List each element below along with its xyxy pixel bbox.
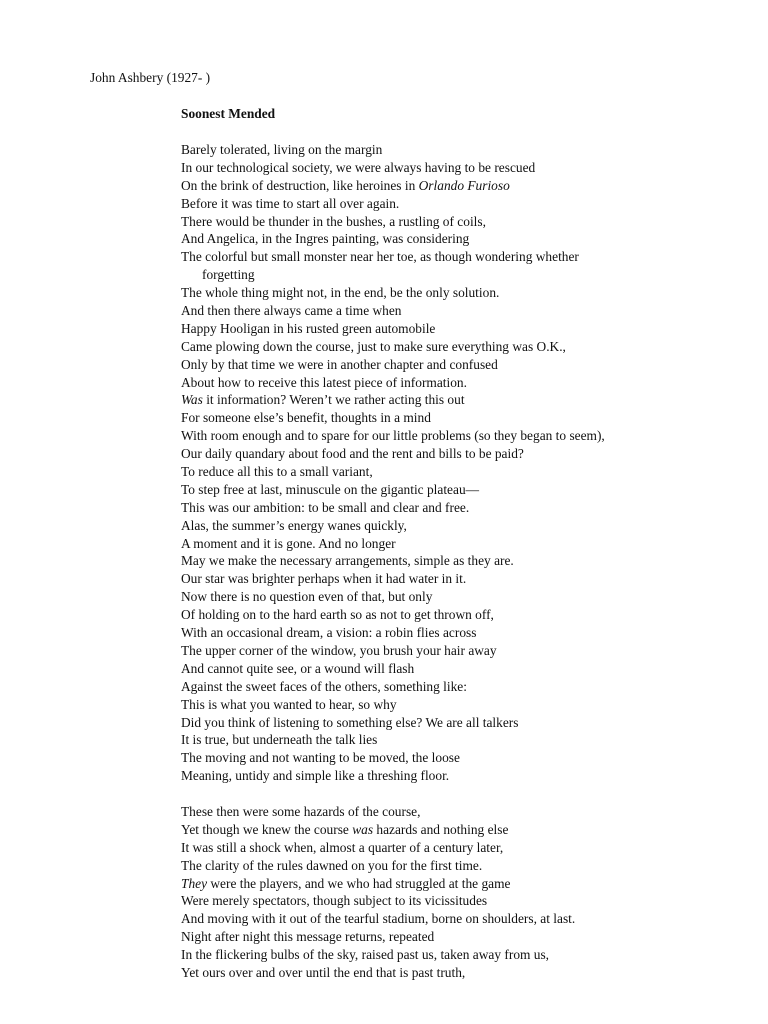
poem-line: The colorful but small monster near her toe, as though wondering whether bbox=[181, 249, 579, 265]
poem-line: And then there always came a time when bbox=[181, 303, 402, 319]
poem-line: In the flickering bulbs of the sky, raised past us, taken away from us, bbox=[181, 947, 550, 963]
poem-line bbox=[181, 875, 575, 893]
poem-line-continuation: forgetting bbox=[202, 267, 255, 283]
poem-line: The whole thing might not, in the end, be the only solution. bbox=[181, 285, 500, 301]
poem-line: To step free at last, minuscule on the gigantic plateau— bbox=[181, 481, 480, 497]
poem-line: These then were some hazards of the course, bbox=[181, 804, 421, 819]
poem-line: And moving with it out of the tearful stadium, borne on shoulders, at last. bbox=[181, 911, 576, 927]
poem-line: Night after night this message returns, repeated bbox=[181, 929, 435, 945]
italic-text: Orlando Furioso bbox=[418, 177, 510, 193]
poem-line: A moment and it is gone. And no longer bbox=[181, 535, 396, 551]
poem-line: It is true, but underneath the talk lies bbox=[181, 732, 378, 748]
poem-line-text: it information? Weren’t we rather acting this out bbox=[202, 392, 465, 408]
poem-line: With an occasional dream, a vision: a robin flies across bbox=[181, 625, 477, 641]
poem-line: This is what you wanted to hear, so why bbox=[181, 696, 397, 712]
poem-line: Barely tolerated, living on the margin bbox=[181, 142, 383, 157]
poem-line: Alas, the summer’s energy wanes quickly, bbox=[181, 517, 407, 533]
poem-line: Happy Hooligan in his rusted green automobile bbox=[181, 320, 436, 336]
poem-line: The upper corner of the window, you brush your hair away bbox=[181, 642, 497, 658]
poem-line bbox=[181, 391, 605, 409]
poem-line: Our daily quandary about food and the rent and bills to be paid? bbox=[181, 446, 524, 462]
poem-line: With room enough and to spare for our little problems (so they began to seem), bbox=[181, 428, 605, 444]
poem-line: Came plowing down the course, just to make sure everything was O.K., bbox=[181, 338, 566, 354]
italic-text: Was bbox=[181, 392, 203, 408]
poem-line: Meaning, untidy and simple like a threshing floor. bbox=[181, 768, 450, 784]
poem-line: And Angelica, in the Ingres painting, was considering bbox=[181, 231, 470, 247]
poem-line: About how to receive this latest piece of information. bbox=[181, 374, 467, 390]
poem-line-text: On the brink of destruction, like heroines in bbox=[181, 177, 419, 193]
poem-line-text: Yet though we knew the course bbox=[181, 821, 353, 837]
poem-line: To reduce all this to a small variant, bbox=[181, 464, 373, 480]
poem-line: May we make the necessary arrangements, simple as they are. bbox=[181, 553, 514, 569]
poem-title: Soonest Mended bbox=[181, 106, 276, 121]
poem-line: Did you think of listening to something else? We are all talkers bbox=[181, 714, 519, 730]
poem-line: Were merely spectators, though subject to its vicissitudes bbox=[181, 893, 488, 909]
stanza-1 bbox=[181, 141, 605, 785]
poem-line: For someone else’s benefit, thoughts in a mind bbox=[181, 410, 431, 426]
author-heading: John Ashbery (1927- ) bbox=[90, 70, 211, 85]
poem-line: In our technological society, we were always having to be rescued bbox=[181, 159, 536, 175]
poem-line: And cannot quite see, or a wound will flash bbox=[181, 660, 415, 676]
italic-text: They bbox=[181, 875, 208, 891]
poem-line: Our star was brighter perhaps when it had water in it. bbox=[181, 571, 467, 587]
poem-line: Against the sweet faces of the others, something like: bbox=[181, 678, 467, 694]
poem-line: This was our ambition: to be small and clear and free. bbox=[181, 499, 470, 515]
poem-line: Before it was time to start all over again. bbox=[181, 195, 400, 211]
poem-line bbox=[181, 177, 605, 195]
poem-line: There would be thunder in the bushes, a rustling of coils, bbox=[181, 213, 486, 229]
poem-line: Yet ours over and over until the end that is past truth, bbox=[181, 965, 466, 981]
poem-line: Of holding on to the hard earth so as not to get thrown off, bbox=[181, 607, 494, 623]
poem-line: Only by that time we were in another chapter and confused bbox=[181, 356, 498, 372]
poem-line-text: hazards and nothing else bbox=[373, 821, 509, 837]
italic-text: was bbox=[352, 821, 374, 837]
poem-line: Now there is no question even of that, but only bbox=[181, 589, 433, 605]
poem-line bbox=[181, 821, 575, 839]
poem-line-text: were the players, and we who had struggled at the game bbox=[207, 875, 511, 891]
poem-line: The moving and not wanting to be moved, the loose bbox=[181, 750, 460, 766]
poem-line: The clarity of the rules dawned on you for the first time. bbox=[181, 857, 483, 873]
stanza-2 bbox=[181, 803, 575, 982]
poem-line: It was still a shock when, almost a quarter of a century later, bbox=[181, 839, 504, 855]
